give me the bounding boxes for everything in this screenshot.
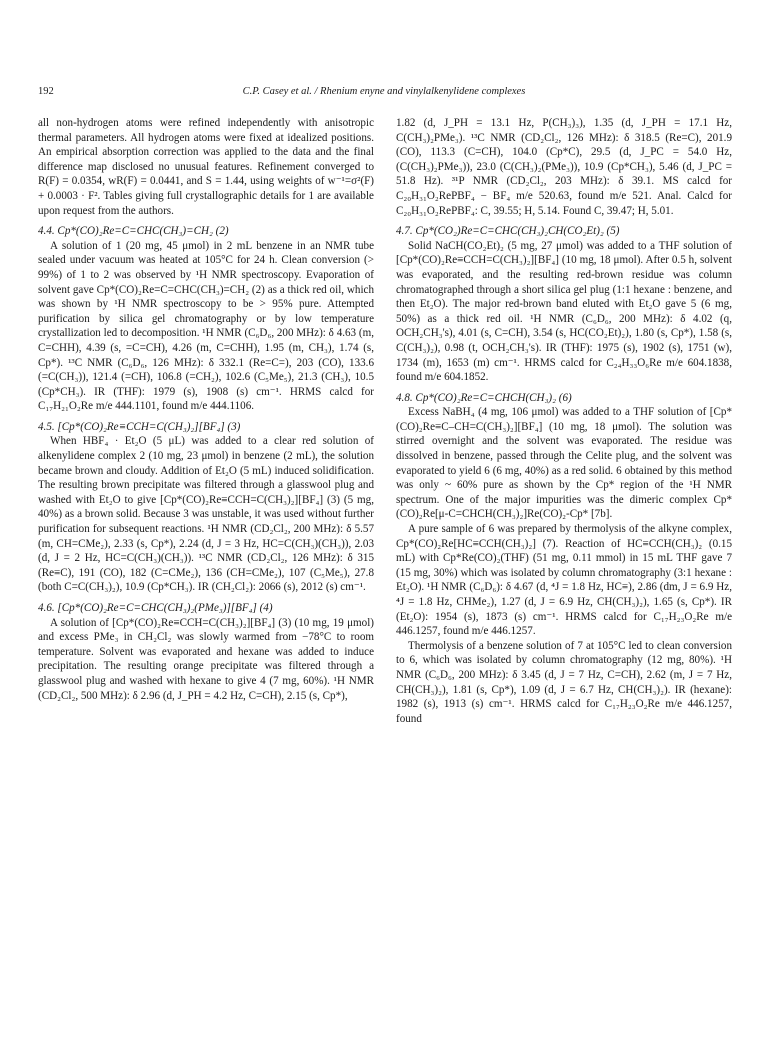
body-paragraph: all non-hydrogen atoms were refined independently with anisotropic thermal parameters. All hydrogen atoms were fixed at idealized positions. An empirical absorption correction was applied to the data and the final difference map disclosed no unusual features. Refinement converged to R(F) = 0.0354, wR(F) = 0.0441, and S = 1.44, using weights of w⁻¹=σ²(F) + 0.0003 · F². Tables giving full crystallographic details for 1 are available upon request from the authors. [38,117,374,217]
body-paragraph: Solid NaCH(CO₂Et)₂ (5 mg, 27 μmol) was added to a THF solution of [Cp*(CO)₂Re≡CCH=C(CH₃)₂][BF₄] (10 mg, 18 μmol). After 0.5 h, solvent was evaporated, and the resulting red-brown residue was column chromatographed through a short silica gel plug (1:1 hexane : benzene, and then Et₂O). The major red-brown band eluted with Et₂O gave 5 (6 mg, 50%) as a thick red oil. ¹H NMR (C₆D₆, 200 MHz): δ 4.02 (q, OCH₂CH₃'s), 4.01 (s, C=CH), 3.54 (s, HC(CO₂Et)₂), 1.80 (s, Cp*), 1.58 (s, C(CH₃)₂), 0.98 (t, OCH₂CH₃'s). IR (THF): 1975 (s), 1902 (s), 1751 (w), 1734 (m), 1653 (m) cm⁻¹. HRMS calcd for C₂₄H₃₃O₆Re m/e 604.1838, found m/e 604.1852. [396,239,732,384]
right-column [396,116,732,726]
body-paragraph: A solution of 1 (20 mg, 45 μmol) in 2 mL benzene in an NMR tube sealed under vacuum was heated at 105°C for 24 h. Clean conversion (> 99%) of 1 to 2 was observed by ¹H NMR spectroscopy. Evaporation of solvent gave Cp*(CO)₂Re=C=CHC(CH₃)=CH₂ (2) as a thick red oil, which was shown by ¹H NMR spectroscopy to be > 95% pure. Attempted purification by silica gel chromatography or by low temperature crystallization led to decomposition. ¹H NMR (C₆D₆, 200 MHz): δ 4.63 (m, C=CHH), 4.39 (s, =C=CH), 4.26 (m, C=CHH), 1.95 (m, CH₃), 1.74 (s, Cp*). ¹³C NMR (C₆D₆, 126 MHz): δ 332.1 (Re=C=), 203 (CO), 133.6 (=C(CH₃)), 121.4 (=CH), 106.8 (=CH₂), 102.6 (C₅Me₅), 21.3 (CH₃), 10.5 (Cp*CH₃). IR (THF): 1979 (s), 1908 (s) cm⁻¹. HRMS calcd for C₁₇H₂₁O₂Re m/e 444.1101, found m/e 444.1106. [38,239,374,413]
section-heading: 4.6. [Cp*(CO)₂Re=C=CHC(CH₃)₂(PMe₃)][BF₄] (4) [38,602,273,614]
body-paragraph: 1.82 (d, J_PH = 13.1 Hz, P(CH₃)₃), 1.35 (d, J_PH = 17.1 Hz, C(CH₃)₂PMe₃). ¹³C NMR (CD₂Cl₂, 126 MHz): δ 318.5 (Re=C), 201.9 (CO), 113.3 (C=CH), 104.0 (Cp*C), 29.5 (d, J_PC = 54.0 Hz, (C(CH₃)₂PMe₃)), 23.0 (C(CH₃)₂(PMe₃)), 10.9 (Cp*CH₃), 5.46 (d, J_PC = 51.8 Hz). ³¹P NMR (CD₂Cl₂, 203 MHz): δ 39.1. MS calcd for C₂₀H₃₁O₂RePBF₄ − BF₄ m/e 520.63, found m/e 521. Anal. Calcd for C₂₀H₃₁O₂RePBF₄: C, 39.55; H, 5.14. Found C, 39.47; H, 5.01. [396,117,732,217]
body-paragraph: Excess NaBH₄ (4 mg, 106 μmol) was added to a THF solution of [Cp*(CO)₂Re≡C–CH=C(CH₃)₂][BF₄] (10 mg, 18 μmol). The solution was stirred overnight and the solvent was evaporated. The residue was dissolved in benzene, passed through the Celite plug, and the solvent was evaporated to yield 6 (6 mg, 40%) as a red solid. 6 obtained by this method was only ~ 60% pure as shown by the Cp* region of the ¹H NMR spectrum. One of the major impurities was the dimeric complex Cp*(CO)₂Re[μ-C=CHCH(CH₃)₂]Re(CO)₂-Cp* [7b]. [396,406,732,521]
left-column [38,116,374,703]
body-paragraph: A solution of [Cp*(CO)₂Re≡CCH=C(CH₃)₂][BF₄] (3) (10 mg, 19 μmol) and excess PMe₃ in CH₂Cl₂ was slowly warmed from −78°C to room temperature. Solvent was evaporated and hexane was added to induce precipitation. The resulting orange precipitate was filtered through a glasswool plug and washed with hexane to give 4 (7 mg, 60%). ¹H NMR (CD₂Cl₂, 500 MHz): δ 2.96 (d, J_PH = 4.2 Hz, C=CH), 2.15 (s, Cp*), [38,616,374,702]
body-paragraph: A pure sample of 6 was prepared by thermolysis of the alkyne complex, Cp*(CO)₂Re[HC≡CCH(CH₃)₂] (7). Reaction of HC≡CCH(CH₃)₂ (0.15 mL) with Cp*Re(CO)₂(THF) (51 mg, 0.11 mmol) in 15 mL THF gave 7 (15 mg, 30%) which was isolated by column chromatography (3:1 hexane : Et₂O). ¹H NMR (C₆D₆): δ 4.67 (d, ⁴J = 1.8 Hz, HC≡), 2.86 (dm, J = 6.9 Hz, ⁴J = 1.8 Hz, CHMe₂), 1.27 (d, J = 6.9 Hz, CH(CH₃)₂), 1.65 (s, Cp*). IR (Et₂O): 1954 (s), 1873 (s) cm⁻¹. HRMS calcd for C₁₇H₂₃O₂Re m/e 446.1257, found m/e 446.1257. [396,523,732,638]
section-heading: 4.7. Cp*(CO₂)Re=C=CHC(CH₃)₂CH(CO₂Et)₂ (5) [396,225,620,238]
section-heading: 4.8. Cp*(CO)₂Re=C=CHCH(CH₃)₂ (6) [396,391,572,404]
body-paragraph: When HBF₄ · Et₂O (5 μL) was added to a clear red solution of alkenylidene complex 2 (10 mg, 23 μmol) in benzene (2 mL), the solution became brown and cloudy. Addition of Et₂O (5 mL) induced solidification. The resulting brown precipitate was filtered through a glasswool plug and washed with Et₂O to give [Cp*(CO)₂Re≡CCH=C(CH₃)₂][BF₄] (3) (5 mg, 40%) as a brown solid. Because 3 was unstable, it was used without further purification for subsequent reactions. ¹H NMR (CD₂Cl₂, 200 MHz): δ 5.57 (m, CH=CMe₂), 2.33 (s, Cp*), 2.24 (d, J = 3 Hz, HC=C(CH₃)(CH₃)), 2.03 (d, J = 2 Hz, HC=C(CH₃)(CH₃)). ¹³C NMR (CD₂Cl₂, 126 MHz): δ 315 (Re≡C), 191 (CO), 182 (C=CMe₂), 136 (CH=CMe₂), 107 (C₅Me₅), 27.8 (both C=C(CH₃)₂), 10.9 (Cp*CH₃). IR (CH₂Cl₂): 2066 (s), 2012 (s) cm⁻¹. [38,435,374,594]
running-head: C.P. Casey et al. / Rhenium enyne and vinylalkenylidene complexes [242,86,526,97]
page-number: 192 [38,86,54,97]
section-heading: 4.5. [Cp*(CO)₂Re≡CCH=C(CH₃)₂][BF₄] (3) [38,420,241,433]
page-header [38,86,730,100]
section-heading: 4.4. Cp*(CO)₂Re=C=CHC(CH₃)=CH₂ (2) [38,225,229,238]
body-paragraph: Thermolysis of a benzene solution of 7 at 105°C led to clean conversion to 6, which was isolated by column chromatography (12 mg, 80%). ¹H NMR (C₆D₆, 200 MHz): δ 3.45 (d, J = 7 Hz, C=CH), 2.62 (m, J = 7 Hz, CH(CH₃)₂), 1.81 (s, Cp*), 1.09 (d, J = 6.7 Hz, CH(CH₃)₂). IR (hexane): 1982 (s), 1913 (s) cm⁻¹. HRMS calcd for C₁₇H₂₃O₂Re m/e 446.1257, found [396,639,732,725]
